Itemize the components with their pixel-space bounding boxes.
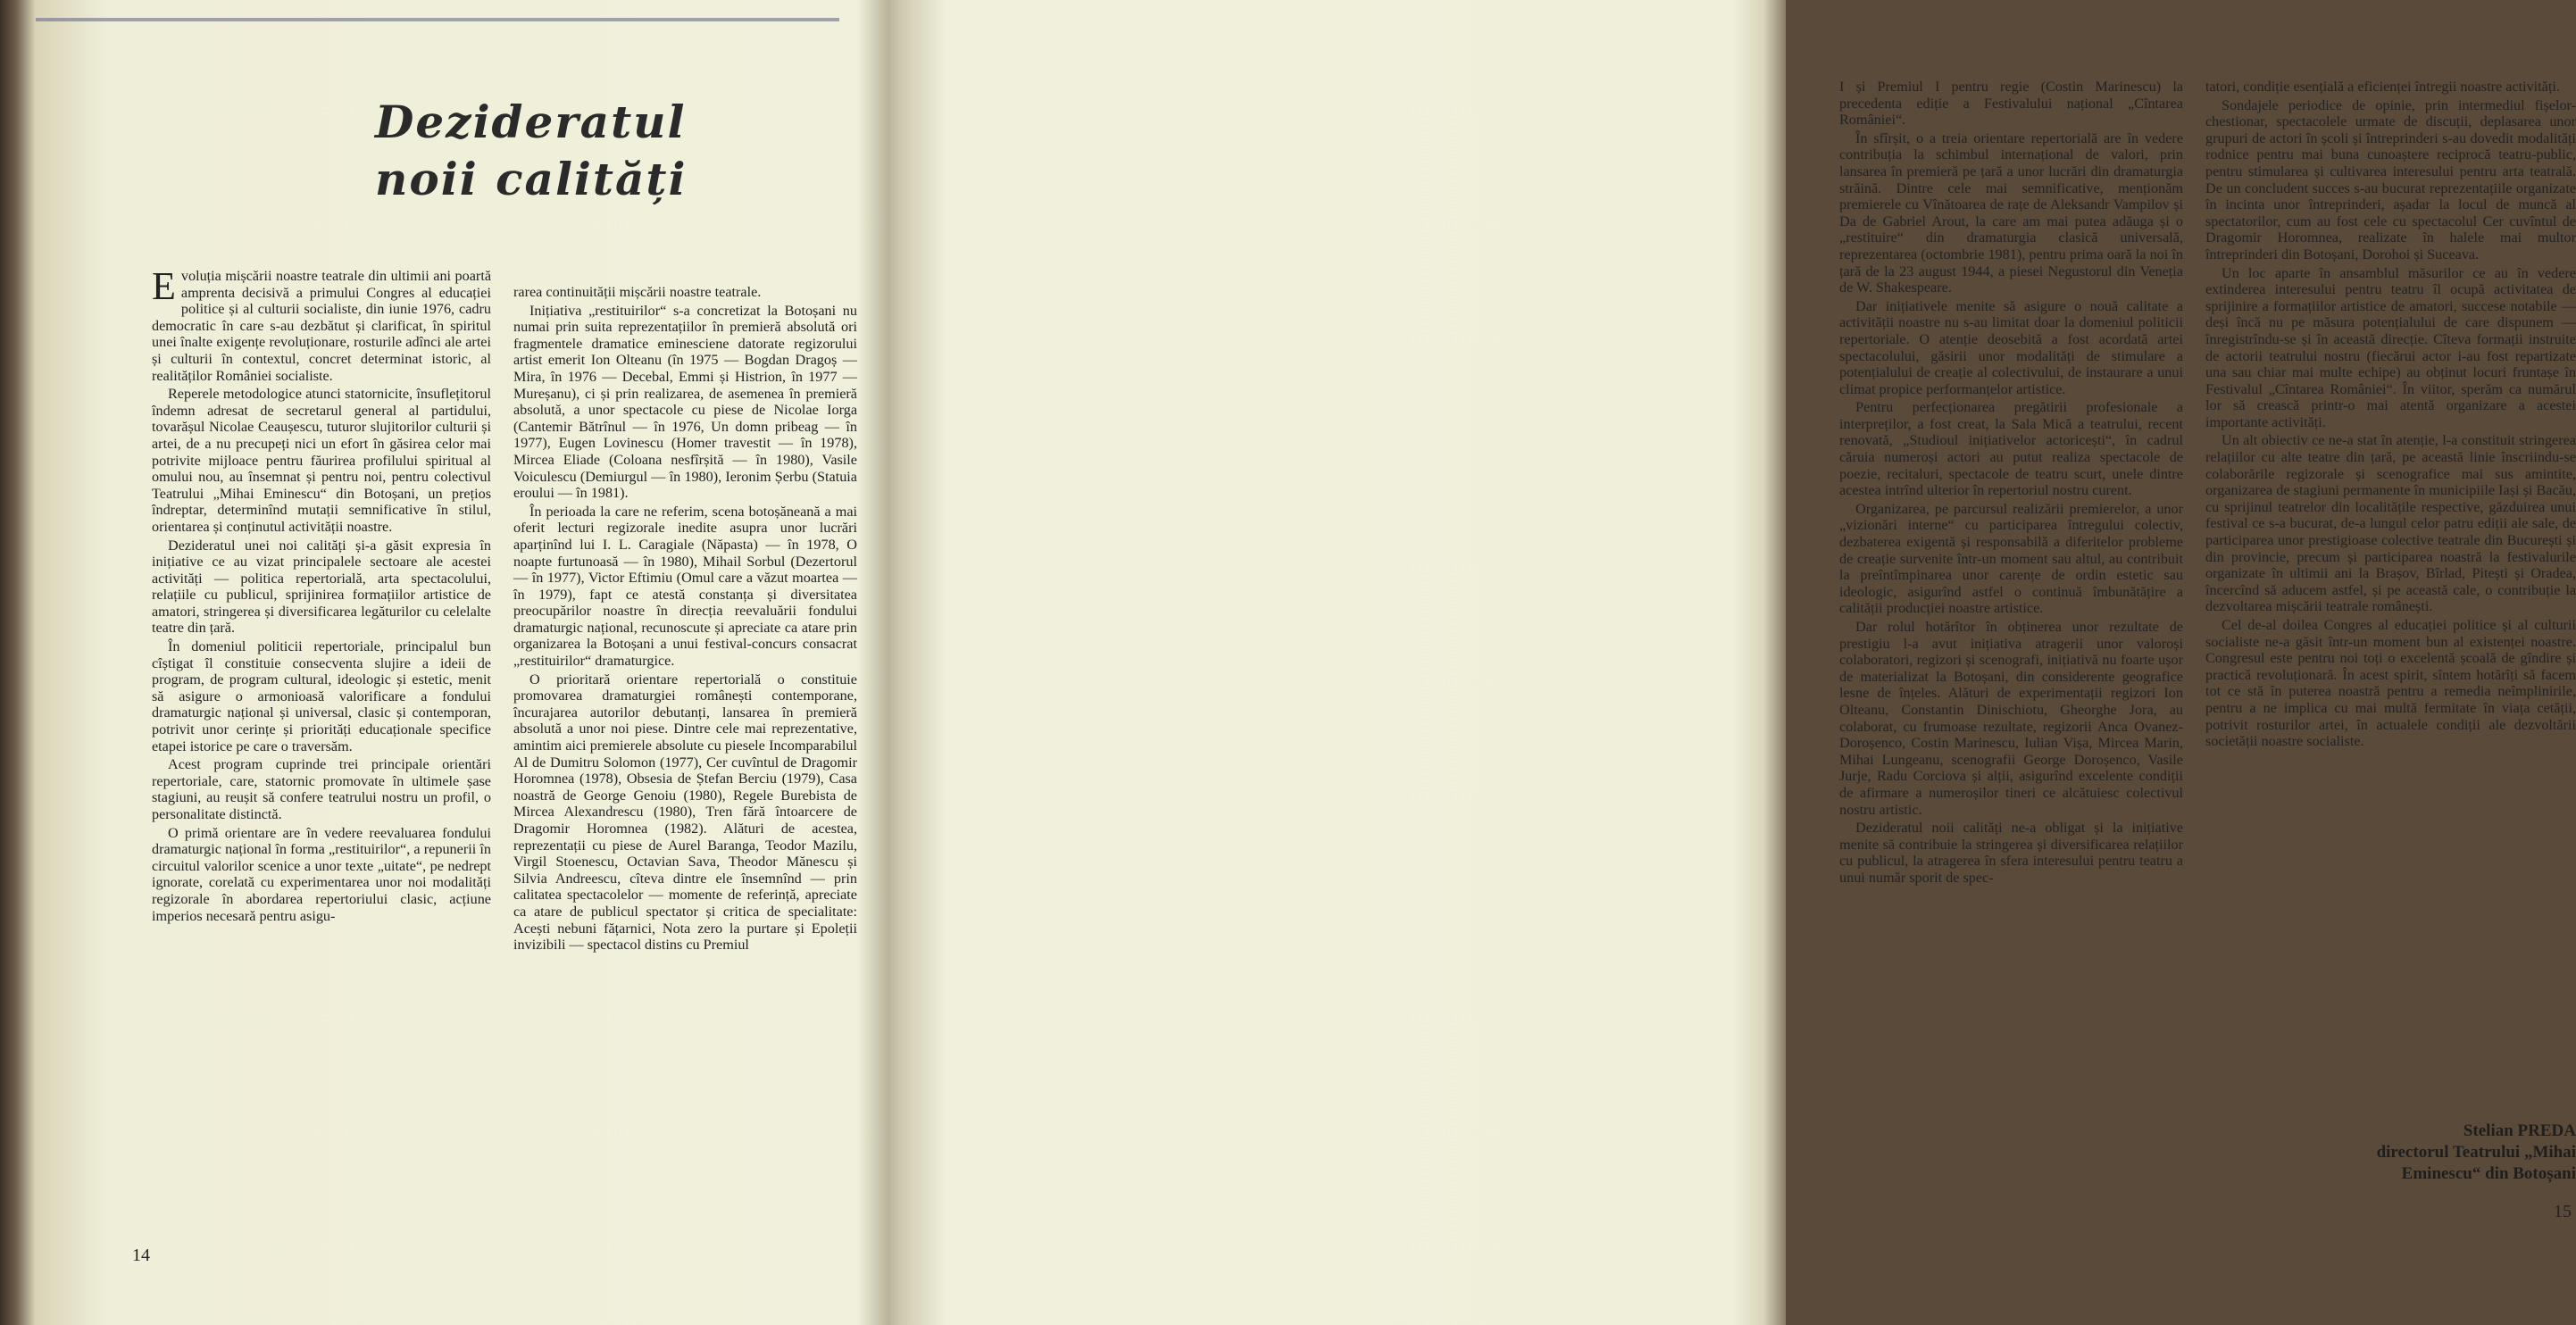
- left-page: [0, 0, 893, 1325]
- paragraph: Dezideratul noii calități ne-a obligat și la inițiative menite să contribuie la stringerea și diversificarea relațiilor cu publicul, la atragerea în sfera interesului pentru teatru a unui număr sporit de spec-: [1839, 820, 2183, 886]
- author-name: Stelian PREDA: [2463, 1121, 2576, 1140]
- page-number-right: 15: [2554, 1202, 2572, 1221]
- paragraph: voluția mișcării noastre teatrale din ultimii ani poartă amprenta decisivă a primului Congres al educației politice și al culturii socialiste, din iunie 1976, cadru democratic în care s-au dezbătut și clarificat, în spiritul unei înalte exigențe revoluționare, rosturile adînci ale artei și culturii în contextul, concret determinat istoric, al realităților României socialiste.: [152, 268, 491, 384]
- paragraph: tatori, condiție esențială a eficienței întregii noastre activități.: [2205, 79, 2560, 95]
- author-signature: [2317, 1121, 2576, 1185]
- paragraph: Dezideratul unei noi calități și-a găsit expresia în inițiative ce au vizat principalele sectoare ale acestei activități — politica repertorială, arta spectacolului, relațiile cu publicul, sprijinirea formațiilor artistice de amatori, stringerea și diversificarea legăturilor cu celelalte teatre din țară.: [152, 537, 491, 637]
- paragraph: O prioritară orientare repertorială o constituie promovarea dramaturgiei românești contemporane, încurajarea autorilor debutanți, lansarea în premieră absolută a unor noi piese. Dintre cele mai reprezentative, amintim aici premierele absolute cu piesele Incomparabilul Al de Dumitru Solomon (1977), Cer cuvîntul de Dragomir Horomnea (1978), Obsesia de Ștefan Berciu (1979), Casa noastră de George Genoiu (1980), Regele Burebista de Mircea Alexandrescu (1980), Tren fără întoarcere de Dragomir Horomnea (1982). Alături de acestea, reprezentații cu piese de Aurel Baranga, Teodor Mazilu, Virgil Stoenescu, Octavian Sava, Theodor Mănescu și Silvia Andreescu, cîteva dintre ele însemnînd — prin calitatea spectacolelor — momente de referință, apreciate ca atare de publicul spectator și critica de specialitate: Acești nebuni fățarnici, Nota zero la purtare și Epoleții invizibili — spectacol distins cu Premiul: [513, 671, 857, 954]
- drop-cap: E: [152, 264, 176, 308]
- paragraph: Inițiativa „restituirilor“ s-a concretizat la Botoșani nu numai prin suita reprezentațiilor în premieră absolută ori fragmentele dramatice eminesciene datorate regizorului artist emerit Ion Olteanu (în 1975 — Bogdan Dragoș — Mira, în 1976 — Decebal, Emmi și Histrion, în 1977 — Mureșanu), ci și prin realizarea, de asemenea în premieră absolută, a unor spectacole cu piese de Nicolae Iorga (Cantemir Bătrînul — în 1976, Un domn pribeag — în 1977), Eugen Lovinescu (Homer travestit — în 1978), Mircea Eliade (Coloana nesfîrșită — în 1980), Vasile Voiculescu (Demiurgul — în 1980), Ieronim Șerbu (Statuia eroului — în 1981).: [513, 302, 857, 502]
- paragraph: Un loc aparte în ansamblul măsurilor ce au în vedere extinderea interesului pentru teatru îl ocupă activitatea de sprijinire a formațiilor artistice de amatori, succese notabile — deși încă nu pe măsura potențialului de care dispunem — înregistrîndu-se și în această direcție. Cîteva formații instruite de actorii teatrului nostru (fiecărui actor i-au fost repartizate una sau chiar mai multe echipe) au obținut locuri fruntașe în Festivalul „Cîntarea României“. În viitor, sperăm ca numărul lor să crească printr-o mai atentă organizare a acestei importante activități.: [2205, 264, 2576, 430]
- right-column-2: [2205, 79, 2576, 752]
- paragraph: Dar inițiativele menite să asigure o nouă calitate a activității noastre nu s-au limitat doar la domeniul politicii repertoriale. O atenție deosebită a fost acordată artei spectacolului, găsirii unor modalități de stimulare a potențialului de creație al colectivului, de instaurare a unui climat propice performanțelor artistice.: [1839, 297, 2183, 397]
- paragraph: Acest program cuprinde trei principale orientări repertoriale, care, statornic promovate în ultimele șase stagiuni, au reușit să confere teatrului nostru un profil, o personalitate distinctă.: [152, 756, 491, 822]
- article-title: [375, 94, 750, 208]
- paragraph: Pentru perfecționarea pregătirii profesionale a interpreților, a fost creat, la Sala Mică a teatrului, recent renovată, „Studioul inițiativelor actoricești“, în cadrul căruia numeroși actori au putut realiza spectacole de poezie, recitaluri, spectacole de teatru scurt, unele dintre acestea intrînd ulterior în repertoriul nostru curent.: [1839, 399, 2183, 499]
- right-page: [893, 0, 2576, 1325]
- title-line-2: noii calități: [375, 153, 688, 205]
- left-column-1: [152, 264, 491, 926]
- paragraph: O primă orientare are în vedere reevaluarea fondului dramaturgic național în forma „restituirilor“, a repunerii în circuitul valorilor scenice a unor texte „uitate“, pe nedrept ignorate, corelată cu experimentarea unor noi modalități regizorale în abordarea repertoriului clasic, acțiune imperios necesară pentru asigu-: [152, 824, 491, 924]
- paragraph: Dar rolul hotărîtor în obținerea unor rezultate de prestigiu l-a avut inițiativa atragerii unor valoroși colaboratori, regizori și scenografi, inițiativă nu foarte ușor de materializat la Botoșani, din considerente geografice lesne de înțeles. Alături de experimentații regizori Ion Olteanu, Constantin Dinischiotu, Gheorghe Jora, au colaborat, cu frumoase rezultate, regizorii Anca Ovanez-Doroșenco, Costin Marinescu, Iulian Vișa, Mircea Marin, Mihai Lungeanu, scenografii George Doroșenco, Vasile Jurje, Radu Corciova și alții, asigurînd excelente condiții de afirmare a numeroșilor tineri ce alcătuiesc colectivul nostru artistic.: [1839, 619, 2183, 818]
- author-role-2: Eminescu“ din Botoșani: [2401, 1164, 2576, 1183]
- paragraph: Sondajele periodice de opinie, prin intermediul fișelor-chestionar, spectacolele urmate de discuții, deplasarea unor grupuri de actori în școli și întreprinderi s-au dovedit modalități rodnice pentru mai buna cunoaștere reciprocă teatru-public, pentru stimularea și cultivarea interesului pentru arta teatrală. De un concludent succes s-au bucurat reprezentațiile organizate în incinta unor întreprinderi, așadar la locul de muncă al spectatorilor, cum au fost cele cu spectacolul Cer cuvîntul de Dragomir Horomnea, realizate în halele mai multor întreprinderi din Botoșani, Dorohoi și Suceava.: [2205, 96, 2576, 262]
- author-role-1: directorul Teatrului „Mihai: [2376, 1143, 2576, 1162]
- paragraph: rarea continuității mișcării noastre teatrale.: [513, 284, 762, 300]
- paragraph: În perioada la care ne referim, scena botoșăneană a mai oferit lecturi regizorale inedite asupra unor lucrări aparținînd lui I. L. Caragiale (Năpasta) — în 1978, O noapte furtunoasă — în 1980), Mihail Sorbul (Dezertorul — în 1977), Victor Eftimiu (Omul care a văzut moartea — în 1979), fapt ce atestă constanța și diversitatea preocupărilor noastre în direcția reevaluării fondului dramaturgic național, recunoscute și apreciate ca atare prin organizarea la Botoșani a unui festival-concurs consacrat „restituirilor“ dramaturgice.: [513, 503, 857, 670]
- paragraph: Un alt obiectiv ce ne-a stat în atenție, l-a constituit stringerea relațiilor cu alte teatre din țară, pe această linie înscriindu-se colaborările regizorale și scenografice mai sus amintite, organizarea de stagiuni permanente în municipiile Iași și Bacău, cu sprijinul teatrelor din localitățile respective, găzduirea unui festival ce s-a bucurat, de-a lungul celor patru ediții ale sale, de participarea unor prestigioase colective teatrale din București și din provincie, precum și participarea noastră la festivalurile organizate în ultimii ani la Brașov, Bîrlad, Pitești și Oradea, încercînd să aducem astfel, și pe această cale, o contribuție la dezvoltarea mișcării teatrale românești.: [2205, 432, 2576, 615]
- paragraph: Organizarea, pe parcursul realizării premierelor, a unor „vizionări interne“ cu participarea întregului colectiv, dezbaterea exigentă și responsabilă a diferitelor probleme de creație survenite într-un moment sau altul, au contribuit la preîntîmpinarea unor carențe de ordin estetic sau ideologic, asigurînd astfel o continuă îmbunătățire a calității producției noastre artistice.: [1839, 500, 2183, 617]
- paragraph: În domeniul politicii repertoriale, principalul bun cîștigat îl constituie consecventa slujire a ideii de program, de program cultural, ideologic și estetic, menit să asigure o armonioasă valorificare a fondului dramaturgic național și universal, clasic și contemporan, potrivit unor cerințe și priorități educaționale specifice etapei istorice pe care o traversăm.: [152, 638, 491, 754]
- title-line-1: Dezideratul: [375, 96, 687, 148]
- paragraph: Reperele metodologice atunci statornicite, însuflețitorul îndemn adresat de secretarul general al partidului, tovarășul Nicolae Ceaușescu, tuturor slujitorilor culturii și artei, de a nu precupeți nici un efort în găsirea celor mai potrivite mijloace pentru făurirea profilului spiritual al omului nou, au însemnat și pentru noi, pentru colectivul Teatrului „Mihai Eminescu“ din Botoșani, un prețios îndreptar, determinînd mutații semnificative în stilul, orientarea și conținutul activității noastre.: [152, 386, 491, 535]
- paragraph: Cel de-al doilea Congres al educației politice și al culturii socialiste ne-a găsit într-un moment bun al existenței noastre. Congresul este pentru noi toți o excelentă școală de gîndire și practică revoluționară. În acest spirit, sîntem hotărîți să facem tot ce stă în puterea noastră pentru a remedia neîmplinirile, pentru a ne implica cu mai multă fermitate în viața cetății, potrivit rosturilor artei, în actualele condiții ale dezvoltării societății noastre socialiste.: [2205, 617, 2576, 750]
- paragraph: I și Premiul I pentru regie (Costin Marinescu) la precedenta ediție a Festivalului național „Cîntarea României“.: [1839, 79, 2183, 129]
- right-column-1: [1839, 79, 2183, 888]
- page-number-left: 14: [132, 1246, 150, 1265]
- paragraph: În sfîrșit, o a treia orientare repertorială are în vedere contribuția la schimbul internațional de valori, prin lansarea în premieră pe țară a unor lucrări din dramaturgia străină. Dintre cele mai semnificative, menționăm premierele cu Vînătoarea de rațe de Aleksandr Vampilov și Da de Gabriel Arout, la care am mai putea adăuga și o „restituire“ din dramaturgia clasică universală, reprezentarea (octombrie 1981), pentru prima oară la noi în țară de la 23 august 1944, a piesei Negustorul din Veneția de W. Shakespeare.: [1839, 129, 2183, 296]
- left-column-2: [513, 284, 857, 955]
